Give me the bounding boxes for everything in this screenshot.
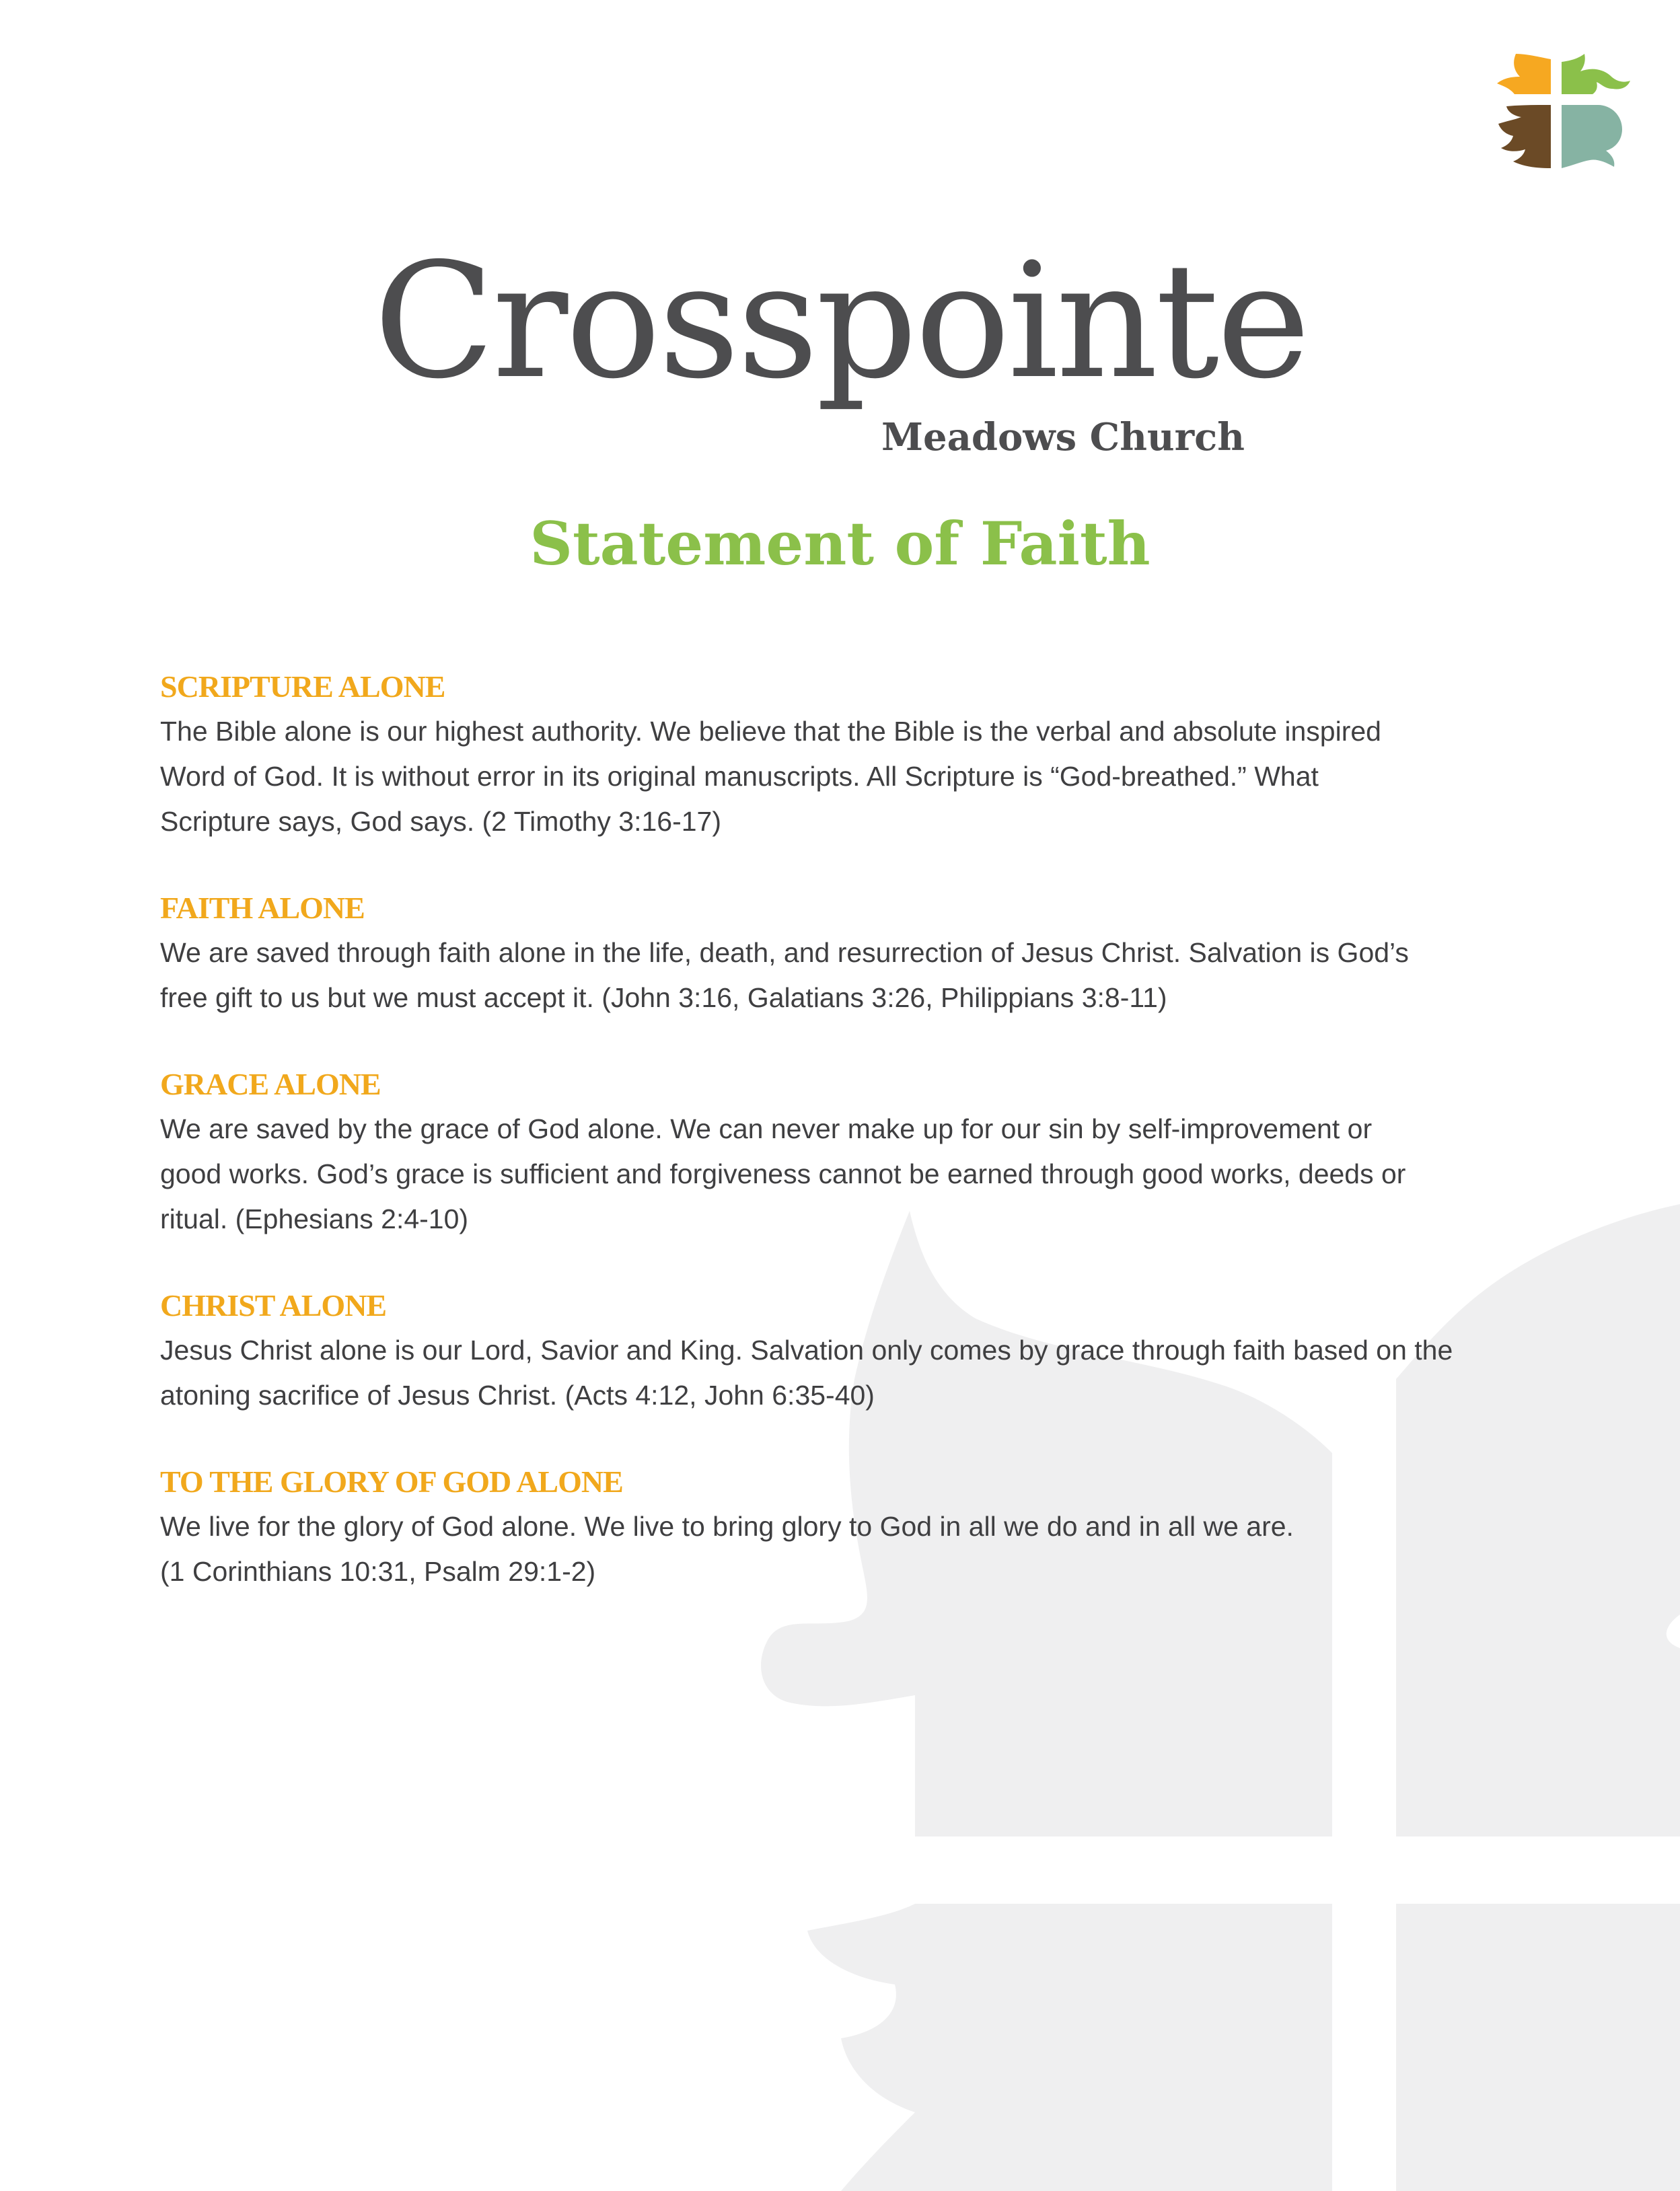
church-subname: Meadows Church <box>881 415 1245 459</box>
section-christ-alone <box>160 1286 1607 1418</box>
section-grace-alone <box>160 1065 1607 1242</box>
four-leaf-cross-icon <box>1497 54 1632 182</box>
section-faith-alone <box>160 889 1607 1020</box>
section-scripture-alone <box>160 667 1607 844</box>
section-heading: TO THE GLORY OF GOD ALONE <box>160 1464 623 1499</box>
section-body: We are saved through faith alone in the life, death, and resurrection of Jesus Christ. Salvation is God’s free gift to us but we must accept it. (John 3:16, Galatians 3:26, Philippians 3:8-11) <box>160 937 1409 1013</box>
page-title: Statement of Faith <box>529 509 1151 579</box>
church-wordmark <box>373 229 1315 484</box>
section-heading: CHRIST ALONE <box>160 1288 387 1323</box>
faith-sections <box>160 667 1607 1639</box>
church-name: Crosspointe <box>373 229 1308 414</box>
section-body: The Bible alone is our highest authority. We believe that the Bible is the verbal and absolute inspired Word of God. It is without error in its original manuscripts. All Scripture is “God-breathed.” What Scripture says, God says. (2 Timothy 3:16-17) <box>160 716 1381 837</box>
section-body: We are saved by the grace of God alone. We can never make up for our sin by self-improvement or good works. God’s grace is sufficient and forgiveness cannot be earned through good works, deeds or ritual. (Ephesians 2:4-10) <box>160 1113 1406 1234</box>
section-heading: SCRIPTURE ALONE <box>160 669 445 704</box>
section-body: Jesus Christ alone is our Lord, Savior and King. Salvation only comes by grace through faith based on the atoning sacrifice of Jesus Christ. (Acts 4:12, John 6:35-40) <box>160 1335 1453 1411</box>
section-glory-of-god-alone <box>160 1462 1607 1594</box>
section-heading: GRACE ALONE <box>160 1067 381 1101</box>
section-body: We live for the glory of God alone. We live to bring glory to God in all we do and in all we are. (1 Corinthians 10:31, Psalm 29:1-2) <box>160 1511 1294 1587</box>
section-heading: FAITH ALONE <box>160 891 365 925</box>
